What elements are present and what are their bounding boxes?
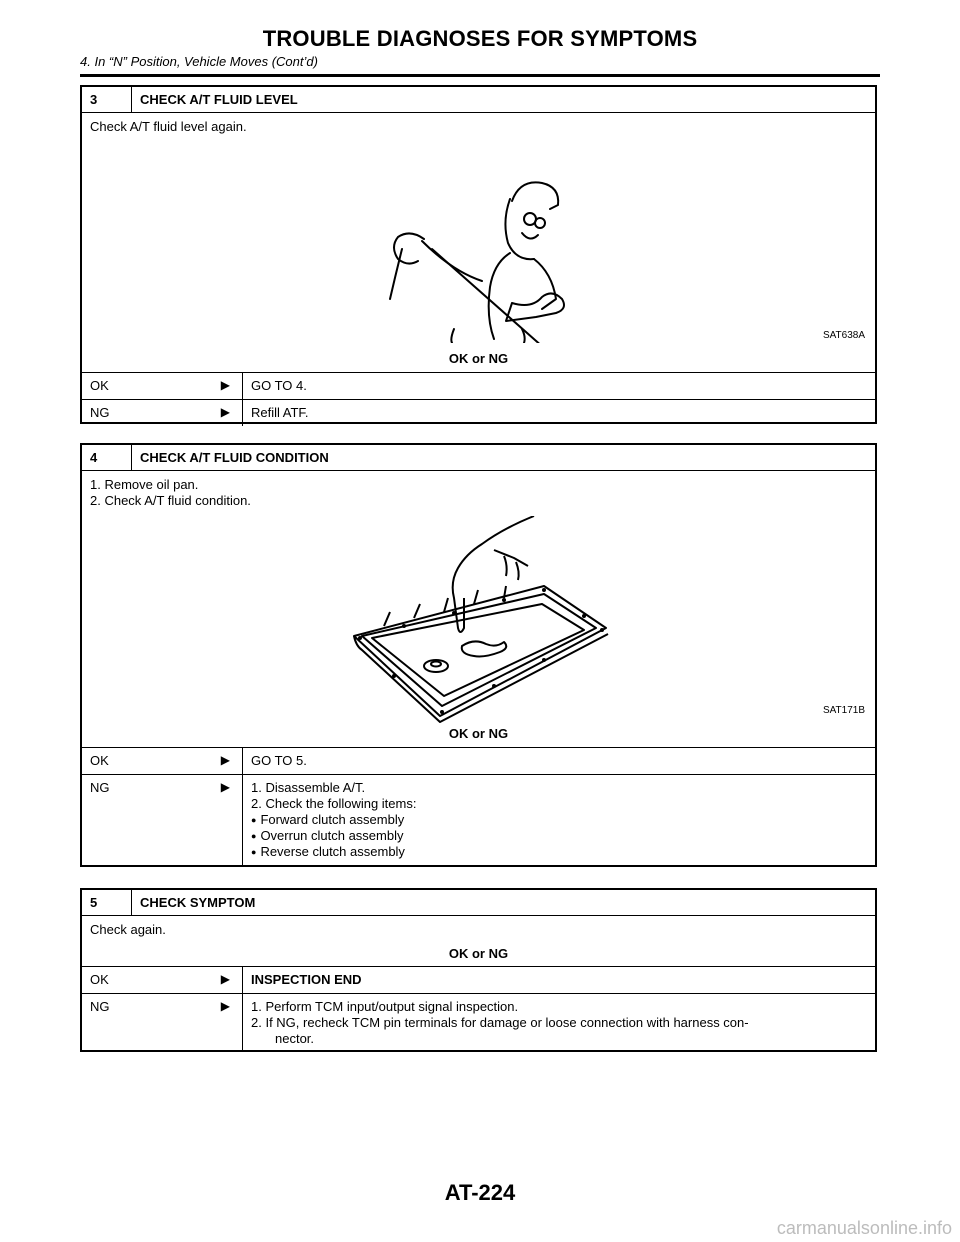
step-3-header <box>82 87 875 113</box>
page-title: TROUBLE DIAGNOSES FOR SYMPTOMS <box>262 26 698 51</box>
ng-result-line: 1. Perform TCM input/output signal inspection. <box>251 999 519 1014</box>
bullet-icon: ● <box>251 815 257 825</box>
step-5-box <box>80 888 877 1052</box>
step-title: CHECK SYMPTOM <box>140 895 256 910</box>
bullet-icon: ● <box>251 847 257 857</box>
ng-result-line: 1. Disassemble A/T. <box>251 780 366 795</box>
figure-label: SAT171B <box>822 705 865 716</box>
ng-result-line: 2. Check the following items: <box>251 796 417 811</box>
bullet-icon: ● <box>251 831 257 841</box>
step-title: CHECK A/T FLUID CONDITION <box>140 450 329 465</box>
step-3-content <box>82 113 875 373</box>
step-number: 3 <box>82 87 132 112</box>
ok-result: GO TO 5. <box>251 753 307 768</box>
ok-label: OK <box>90 972 109 987</box>
step-5-content <box>82 916 875 967</box>
arrow-right-icon: ▶ <box>220 405 230 419</box>
step-4-ng-row <box>82 775 875 865</box>
arrow-right-icon: ▶ <box>220 753 230 767</box>
page-number: AT-224 <box>444 1180 516 1205</box>
arrow-right-icon: ▶ <box>220 780 230 794</box>
ok-ng-label: OK or NG <box>448 726 509 741</box>
mechanic-dipstick-illustration <box>362 153 572 343</box>
instruction: 2. Check A/T fluid condition. <box>90 493 251 508</box>
ng-label: NG <box>90 780 110 795</box>
step-5-header <box>82 890 875 916</box>
ok-ng-label: OK or NG <box>448 351 509 366</box>
arrow-right-icon: ▶ <box>220 378 230 392</box>
ng-item: ● Forward clutch assembly <box>251 812 405 827</box>
ng-result: Refill ATF. <box>251 405 309 420</box>
step-number: 5 <box>82 890 132 915</box>
ng-item: ● Overrun clutch assembly <box>251 828 404 843</box>
step-4-box <box>80 443 877 867</box>
ng-label: NG <box>90 999 110 1014</box>
ng-result-line: nector. <box>275 1031 315 1046</box>
step-title: CHECK A/T FLUID LEVEL <box>140 92 298 107</box>
ng-label: NG <box>90 405 110 420</box>
step-number: 4 <box>82 445 132 470</box>
step-4-ok-row <box>82 748 875 775</box>
instruction: Check A/T fluid level again. <box>90 119 247 134</box>
page-header <box>80 26 880 69</box>
oil-pan-illustration <box>344 516 614 731</box>
ng-item: ● Reverse clutch assembly <box>251 844 405 859</box>
ok-label: OK <box>90 753 109 768</box>
step-3-ng-row <box>82 400 875 426</box>
instruction: 1. Remove oil pan. <box>90 477 199 492</box>
ok-result: INSPECTION END <box>251 972 362 987</box>
ok-result: GO TO 4. <box>251 378 307 393</box>
watermark: carmanualsonline.info <box>776 1218 952 1238</box>
ok-label: OK <box>90 378 109 393</box>
step-4-header <box>82 445 875 471</box>
ok-ng-label: OK or NG <box>448 946 509 961</box>
step-4-content <box>82 471 875 748</box>
header-rule <box>80 74 880 77</box>
instruction: Check again. <box>90 922 166 937</box>
arrow-right-icon: ▶ <box>220 972 230 986</box>
step-5-ok-row <box>82 967 875 994</box>
step-3-ok-row <box>82 373 875 400</box>
step-5-ng-row <box>82 994 875 1052</box>
arrow-right-icon: ▶ <box>220 999 230 1013</box>
ng-result-line: 2. If NG, recheck TCM pin terminals for damage or loose connection with harness con- <box>251 1015 749 1030</box>
step-3-box <box>80 85 877 424</box>
page-subtitle: 4. In “N” Position, Vehicle Moves (Cont’d) <box>80 54 318 69</box>
figure-label: SAT638A <box>822 330 865 341</box>
